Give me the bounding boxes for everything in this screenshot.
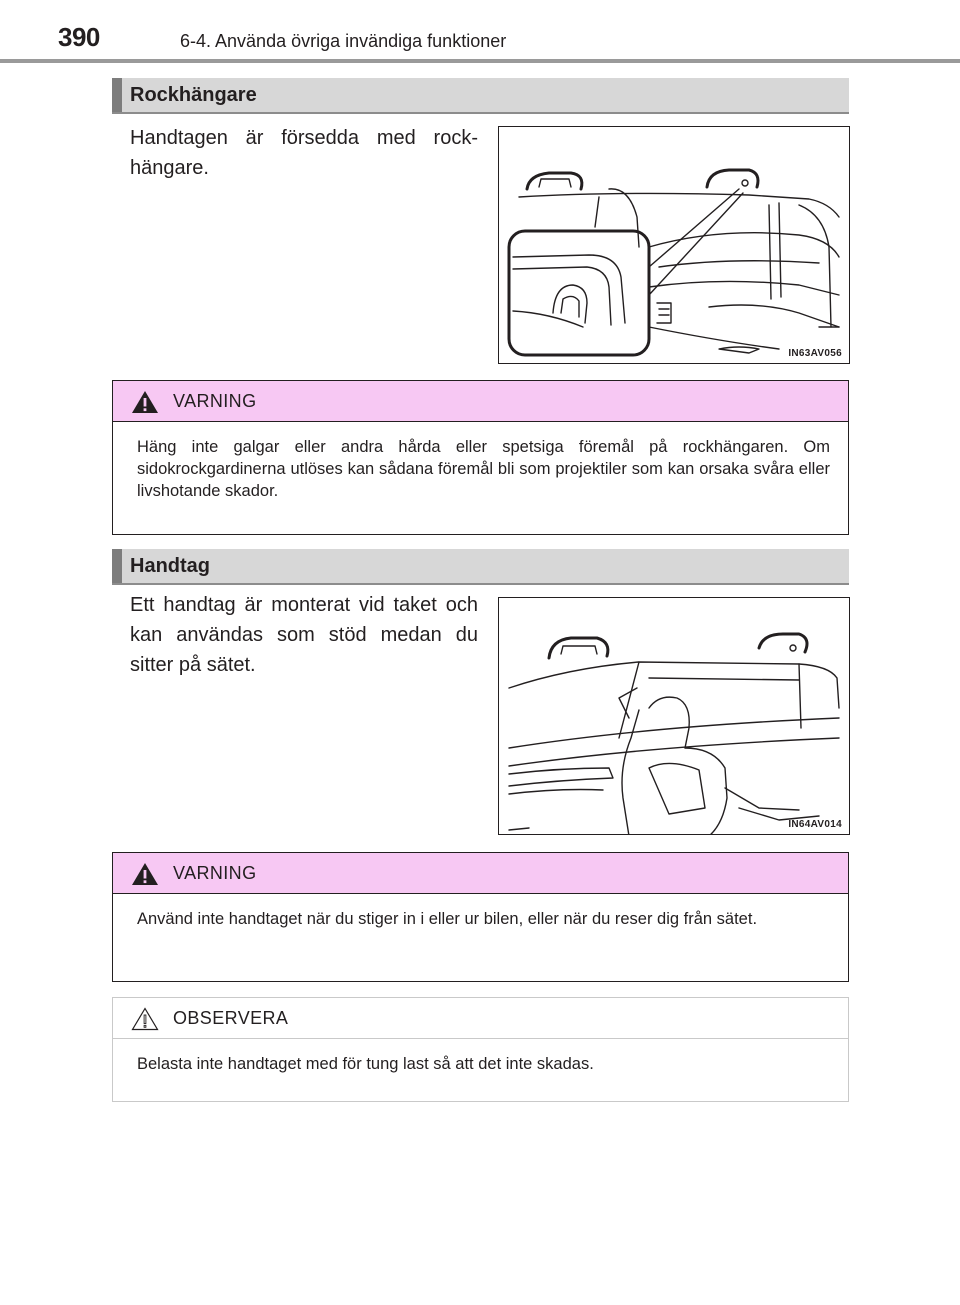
- assist-grip-illustration: [499, 598, 850, 835]
- figure-code: IN64AV014: [788, 819, 842, 830]
- page-number: 390: [58, 22, 100, 52]
- figure-code: IN63AV056: [788, 348, 842, 359]
- caution-label: OBSERVERA: [173, 1008, 289, 1028]
- warning-box-coat-hooks: [112, 380, 849, 535]
- figure-handles: [498, 597, 850, 835]
- caution-header: [113, 998, 848, 1039]
- section-title: Handtag: [130, 555, 210, 577]
- section-text-coat-hooks: Handtagen är försedda med rockhängare.: [130, 127, 478, 179]
- section-accent: [112, 549, 122, 583]
- warning-text: Häng inte galgar eller andra hårda eller spetsiga föremål på rockhängaren. Om sidokrockgardinerna utlöses kan sådana föremål bli som projektiler som kan orsaka svåra eller livshotande skador.: [137, 438, 830, 500]
- warning-icon: [131, 390, 159, 414]
- caution-icon: [131, 1007, 159, 1031]
- section-title: Rockhängare: [130, 84, 257, 106]
- warning-text: Använd inte handtaget när du stiger in i eller ur bilen, eller när du reser dig från sätet.: [137, 910, 758, 928]
- section-header-handles: [112, 549, 849, 585]
- section-text-handles: Ett handtag är monterat vid taket och kan användas som stöd medan du sitter på sätet.: [130, 594, 478, 676]
- warning-label: VARNING: [173, 391, 257, 411]
- warning-label: VARNING: [173, 863, 257, 883]
- warning-header: [113, 381, 848, 422]
- section-accent: [112, 78, 122, 112]
- warning-header: [113, 853, 848, 894]
- caution-text: Belasta inte handtaget med för tung last så att det inte skadas.: [137, 1055, 594, 1073]
- caution-box-handles: [112, 997, 849, 1102]
- header-rule: [0, 59, 960, 63]
- warning-icon: [131, 862, 159, 886]
- chapter-title: 6-4. Använda övriga invändiga funktioner: [180, 31, 507, 51]
- figure-coat-hooks: [498, 126, 850, 364]
- warning-box-handles: [112, 852, 849, 982]
- section-header-coat-hooks: [112, 78, 849, 114]
- coat-hook-illustration: [499, 127, 850, 364]
